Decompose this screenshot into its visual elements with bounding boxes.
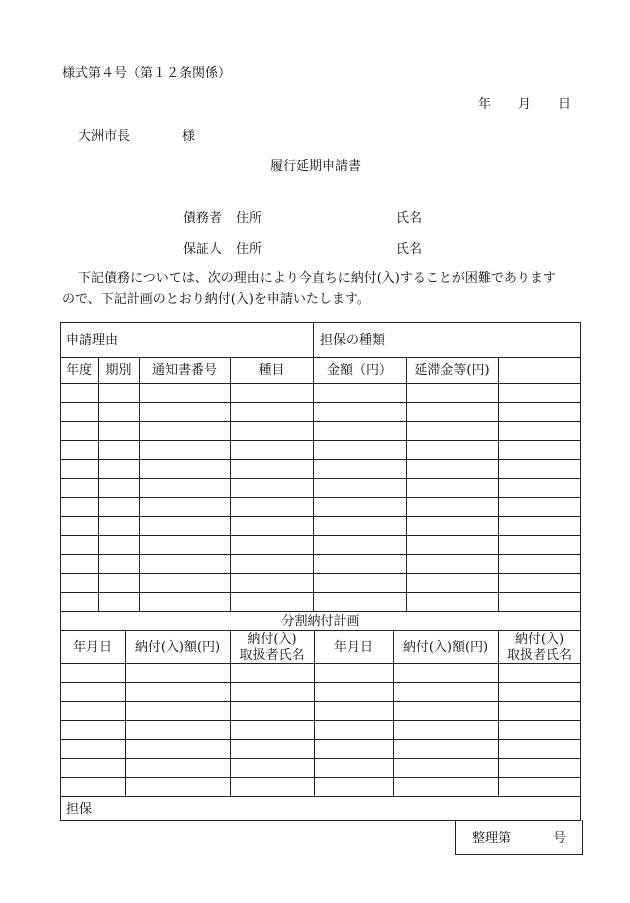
col-payment-amount-1: 納付(入)額(円) <box>134 640 221 655</box>
file-number-label: 整理第 <box>472 831 512 846</box>
body-line-2: ので、下記計画のとおり納付(入)を申請いたします。 <box>62 292 370 307</box>
col-item-type: 種目 <box>258 363 285 378</box>
col-payment-amount-2: 納付(入)額(円) <box>402 640 489 655</box>
debtor-address-label: 住所 <box>236 211 263 226</box>
col-fiscal-year: 年度 <box>65 363 92 378</box>
col-period: 期別 <box>105 363 132 378</box>
debtor-label: 債務者 <box>183 211 223 226</box>
debtor-name-label: 氏名 <box>396 211 423 226</box>
collateral-type-header: 担保の種類 <box>320 333 386 348</box>
col-date-1: 年月日 <box>72 640 112 655</box>
reason-header: 申請理由 <box>66 333 119 348</box>
guarantor-address-label: 住所 <box>236 242 263 257</box>
form-number: 様式第４号（第１２条関係） <box>62 66 232 81</box>
col-date-2: 年月日 <box>333 640 373 655</box>
date-day-label: 日 <box>558 97 572 112</box>
col-handler-2: 納付(入) 取扱者氏名 <box>506 632 572 663</box>
addressee-honorific: 様 <box>182 129 196 144</box>
col-amount: 金額（円） <box>326 363 392 378</box>
col-late-fee: 延滞金等(円) <box>414 363 490 378</box>
file-number-suffix: 号 <box>553 831 567 846</box>
guarantor-name-label: 氏名 <box>396 242 423 257</box>
page-title: 履行延期申請書 <box>270 159 362 174</box>
date-month-label: 月 <box>518 97 532 112</box>
guarantor-label: 保証人 <box>183 242 223 257</box>
collateral-label: 担保 <box>66 802 93 817</box>
installment-plan-title: 分割納付計画 <box>281 614 360 629</box>
col-handler-1: 納付(入) 取扱者氏名 <box>239 632 305 663</box>
body-line-1: 下記債務については、次の理由により今直ちに納付(入)することが困難であります <box>78 271 556 286</box>
col-notice-number: 通知書番号 <box>151 363 217 378</box>
date-year-label: 年 <box>478 97 492 112</box>
addressee-name: 大洲市長 <box>78 129 131 144</box>
